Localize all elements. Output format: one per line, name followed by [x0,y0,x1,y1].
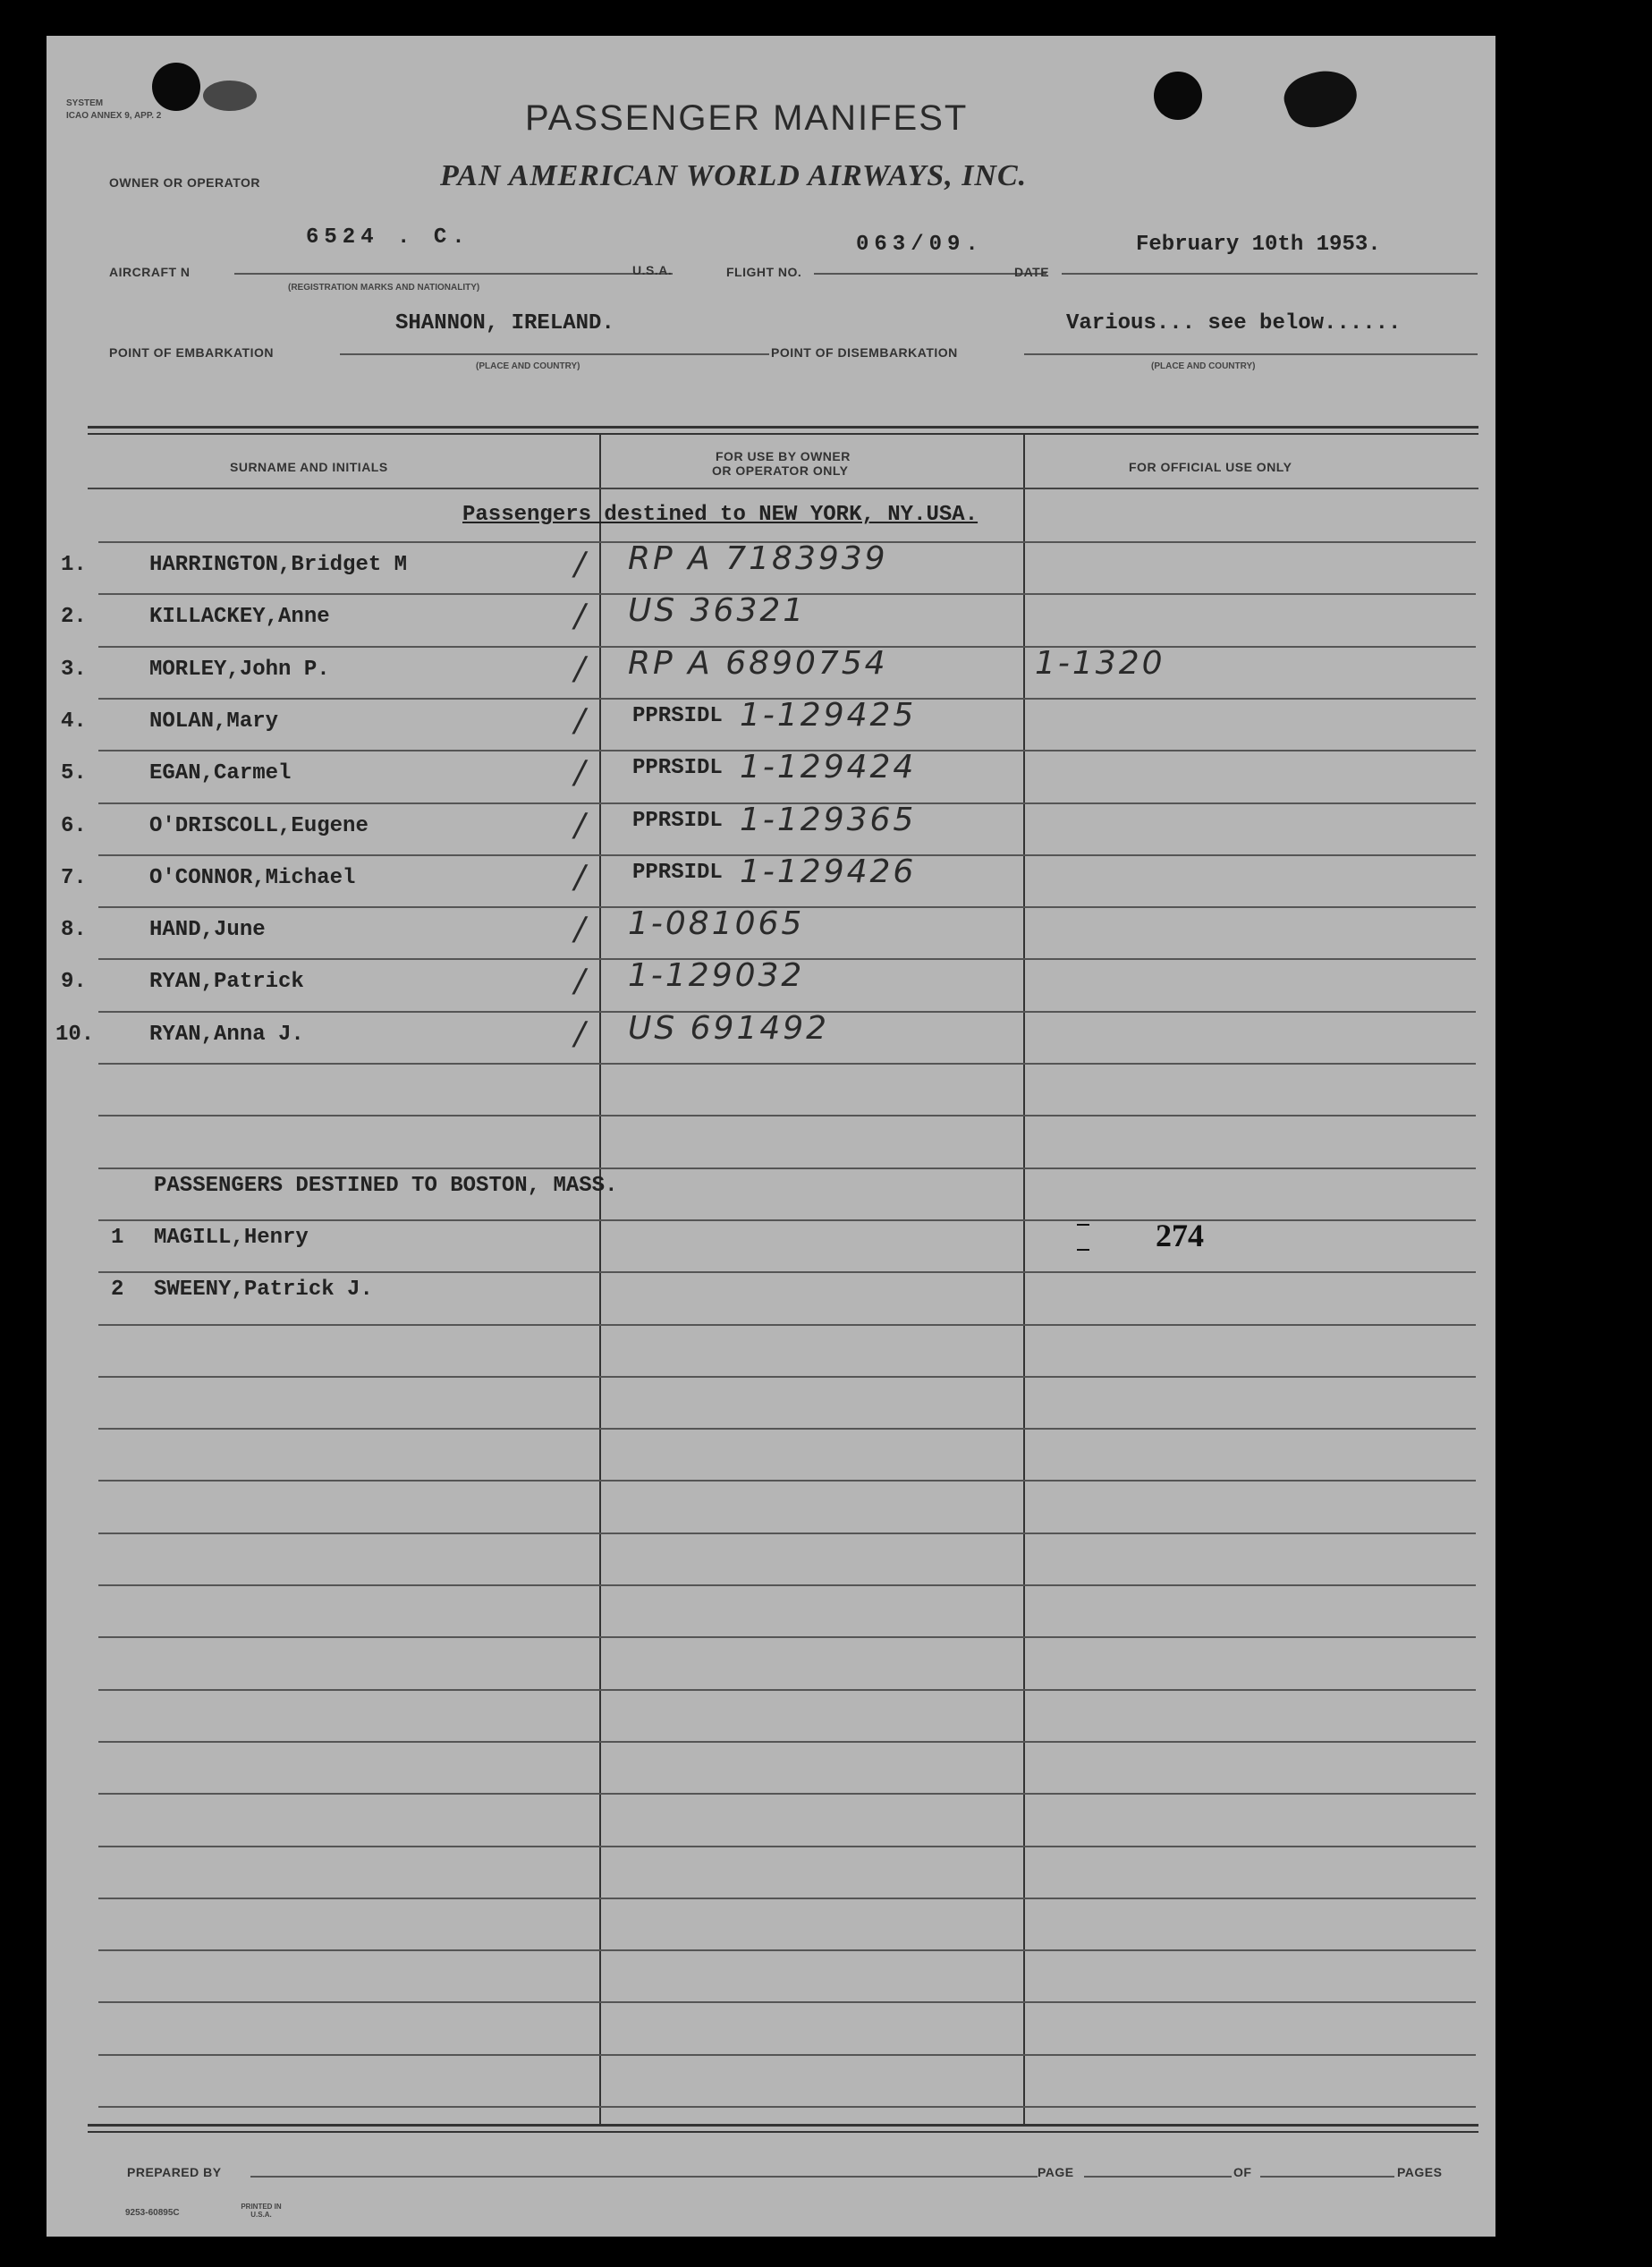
ruled-line [98,1167,1476,1169]
prepared-label: PREPARED BY [127,2165,222,2179]
passenger-number: 1. [61,553,87,577]
system-code: SYSTEM [66,98,104,108]
document-type: PPRSIDL [632,809,723,833]
pages-label: PAGES [1397,2165,1443,2179]
passenger-number: 8. [61,918,87,942]
ruled-line [98,1115,1476,1117]
passenger-number: 5. [61,761,87,785]
boston-stamp-number: 274 [1156,1218,1204,1253]
passenger-number: 6. [61,814,87,838]
passenger-number: 1 [111,1226,124,1250]
passenger-number: 3. [61,658,87,682]
check-mark: / [574,1015,589,1052]
check-mark: / [574,546,589,582]
check-mark: / [574,911,589,947]
official-number: 1-1320 [1035,645,1165,682]
ruled-line [98,1689,1476,1691]
check-mark: / [574,859,589,896]
passenger-name: O'CONNOR,Michael [149,866,356,890]
disembark-caption: (PLACE AND COUNTRY) [1151,361,1256,371]
punch-hole-right [1154,72,1202,120]
flight-value: 063/09. [856,233,984,257]
check-mark: / [574,650,589,687]
manifest-sheet [47,36,1495,2237]
ruled-line [98,1376,1476,1378]
document-number: 1-129426 [740,853,917,890]
aircraft-value: 6524 . C. [306,225,470,250]
check-mark: / [574,807,589,844]
passenger-number: 9. [61,970,87,994]
passenger-number: 7. [61,866,87,890]
passenger-name: RYAN,Patrick [149,970,304,994]
col-header-operator-2: OR OPERATOR ONLY [712,463,849,478]
passenger-name: MORLEY,John P. [149,658,330,682]
document-number: 1-129032 [628,957,805,994]
passenger-number: 2. [61,605,87,629]
document-type: PPRSIDL [632,756,723,780]
check-mark: / [574,598,589,634]
ny-section-heading: Passengers destined to NEW YORK, NY.USA. [462,503,978,527]
col-header-official: FOR OFFICIAL USE ONLY [1129,460,1292,474]
column-divider-1 [599,433,601,2124]
ruled-line [98,1741,1476,1743]
date-value: February 10th 1953. [1136,233,1381,257]
printed-stamp: PRINTED IN U.S.A. [241,2203,282,2219]
document-number: US 36321 [628,592,807,629]
ruled-line [98,1324,1476,1326]
ruled-line [98,1063,1476,1065]
passenger-name: O'DRISCOLL,Eugene [149,814,369,838]
ruled-line [98,1636,1476,1638]
document-type: PPRSIDL [632,861,723,885]
ruled-line [98,1480,1476,1482]
document-type: PPRSIDL [632,704,723,728]
ruled-line [98,1584,1476,1586]
document-number: US 691492 [628,1010,830,1047]
check-mark: / [574,702,589,739]
passenger-name: NOLAN,Mary [149,709,279,734]
passenger-name: HARRINGTON,Bridget M [149,553,408,577]
check-mark: / [574,754,589,791]
embark-value: SHANNON, IRELAND. [395,311,614,335]
col-header-operator-1: FOR USE BY OWNER [716,449,851,463]
check-mark: / [574,963,589,999]
passenger-number: 10. [55,1023,95,1047]
ruled-line [98,2106,1476,2108]
document-number: 1-081065 [628,905,805,942]
flight-label: FLIGHT NO. [726,265,802,279]
disembark-value: Various... see below...... [1066,311,1402,335]
ruled-line [98,2054,1476,2056]
form-number: 9253-60895C [125,2208,180,2218]
passenger-name: EGAN,Carmel [149,761,292,785]
document-number: 1-129424 [740,749,917,785]
passenger-name: SWEENY,Patrick J. [154,1278,373,1302]
aircraft-label: AIRCRAFT N [109,265,191,279]
document-number: RP A 6890754 [628,645,888,682]
boston-section-heading: PASSENGERS DESTINED TO BOSTON, MASS. [154,1174,618,1198]
ruled-line [98,1533,1476,1534]
document-number: 1-129425 [740,697,917,734]
punch-hole-left [152,63,200,111]
ruled-line [98,1846,1476,1847]
col-header-surname: SURNAME AND INITIALS [230,460,388,474]
ink-smudge [203,81,257,111]
document-number: 1-129365 [740,802,917,838]
usa-label: U.S.A. [632,263,673,277]
of-label: OF [1233,2165,1252,2179]
ruled-line [98,1219,1476,1221]
disembark-label: POINT OF DISEMBARKATION [771,345,958,360]
embark-caption: (PLACE AND COUNTRY) [476,361,580,371]
ruled-line [98,1793,1476,1795]
passenger-name: MAGILL,Henry [154,1226,309,1250]
embark-label: POINT OF EMBARKATION [109,345,274,360]
passenger-number: 2 [111,1278,124,1302]
page-title: PASSENGER MANIFEST [525,98,969,138]
passenger-name: HAND,June [149,918,266,942]
ruled-line [98,1428,1476,1430]
annex-code: ICAO ANNEX 9, APP. 2 [66,111,162,121]
passenger-number: 4. [61,709,87,734]
owner-value: PAN AMERICAN WORLD AIRWAYS, INC. [440,159,1028,192]
ruled-line [98,1949,1476,1951]
ink-blot [1278,61,1364,136]
passenger-name: KILLACKEY,Anne [149,605,330,629]
registration-caption: (REGISTRATION MARKS AND NATIONALITY) [288,283,480,293]
page-label: PAGE [1038,2165,1074,2179]
ruled-line [98,1271,1476,1273]
passenger-name: RYAN,Anna J. [149,1023,304,1047]
column-divider-2 [1023,433,1025,2124]
ruled-line [98,2001,1476,2003]
document-number: RP A 7183939 [628,540,888,577]
owner-label: OWNER OR OPERATOR [109,175,260,190]
ruled-line [98,1898,1476,1899]
date-label: DATE [1014,265,1050,279]
